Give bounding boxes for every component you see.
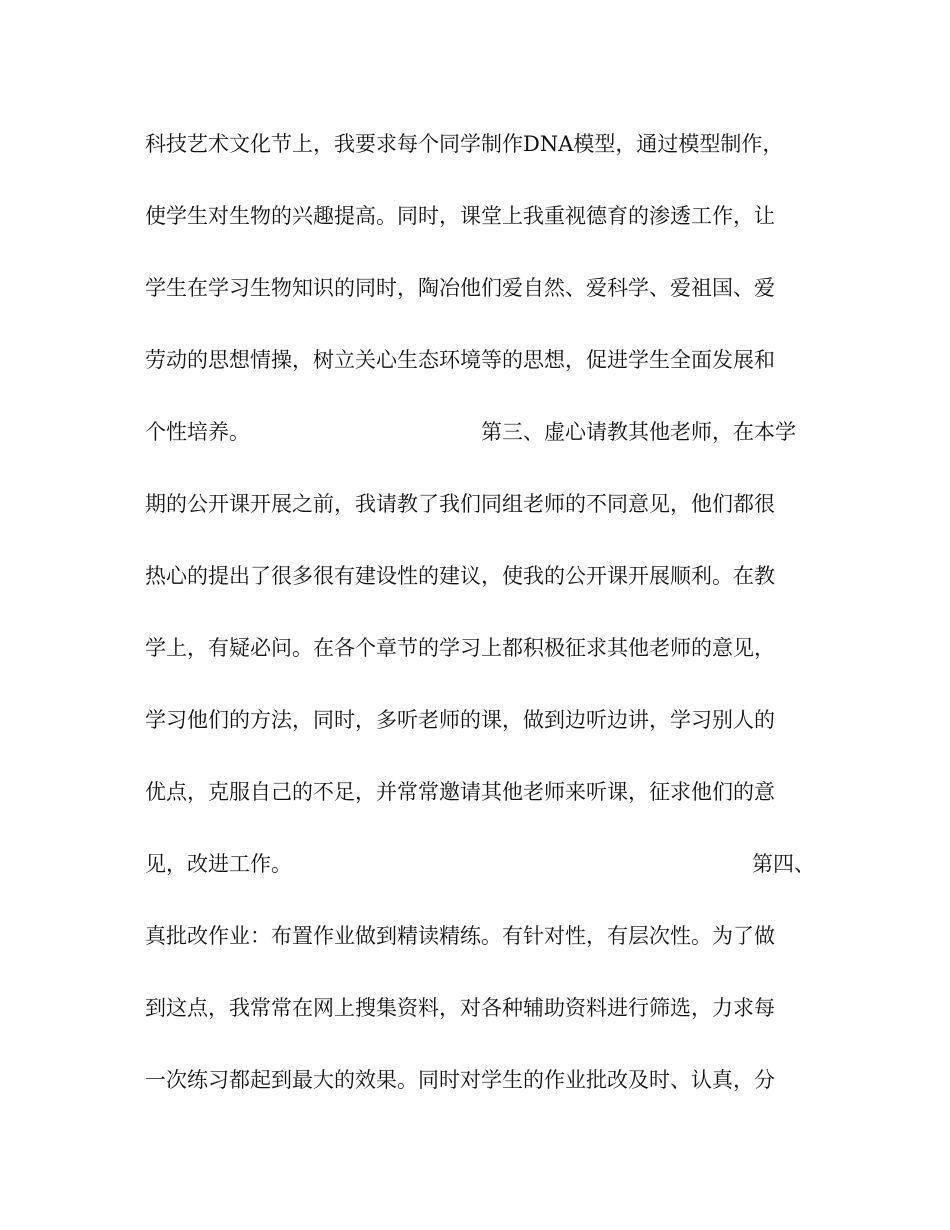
text-line-8-content: 学上，有疑必问。在各个章节的学习上都积极征求其他老师的意见， xyxy=(145,636,775,660)
text-line-9-content: 学习他们的方法，同时，多听老师的课，做到边听边讲，学习别人的 xyxy=(145,708,775,732)
section-three-heading: 第三、虚心请教其他老师，在本学 xyxy=(481,420,796,444)
text-line-2 xyxy=(145,196,810,236)
text-line-3 xyxy=(145,268,810,308)
text-line-12-content: 真批改作业：布置作业做到精读精练。有针对性，有层次性。为了做 xyxy=(145,924,775,948)
text-line-14 xyxy=(145,1060,810,1100)
text-line-2-content: 使学生对生物的兴趣提高。同时，课堂上我重视德育的渗透工作，让 xyxy=(145,204,775,228)
text-line-3-content: 学生在学习生物知识的同时，陶冶他们爱自然、爱科学、爱祖国、爱 xyxy=(145,276,775,300)
text-line-8 xyxy=(145,628,810,668)
text-line-10-content: 优点，克服自己的不足，并常常邀请其他老师来听课，征求他们的意 xyxy=(145,780,775,804)
text-line-5-content: 个性培养。 xyxy=(145,420,250,444)
text-line-13-content: 到这点，我常常在网上搜集资料，对各种辅助资料进行筛选，力求每 xyxy=(145,996,775,1020)
text-line-1 xyxy=(145,124,810,164)
text-line-13 xyxy=(145,988,810,1028)
text-line-12 xyxy=(145,916,810,956)
text-line-14-content: 一次练习都起到最大的效果。同时对学生的作业批改及时、认真，分 xyxy=(145,1068,775,1092)
text-line-11-content: 见，改进工作。 xyxy=(145,852,292,876)
text-line-6 xyxy=(145,484,810,524)
text-line-5 xyxy=(145,412,810,452)
text-line-7 xyxy=(145,556,810,596)
text-line-11 xyxy=(145,844,815,884)
text-line-7-content: 热心的提出了很多很有建设性的建议，使我的公开课开展顺利。在教 xyxy=(145,564,775,588)
text-line-9 xyxy=(145,700,810,740)
text-line-4-content: 劳动的思想情操，树立关心生态环境等的思想，促进学生全面发展和 xyxy=(145,348,775,372)
text-line-10 xyxy=(145,772,810,812)
text-line-4 xyxy=(145,340,810,380)
text-line-1-content: 科技艺术文化节上，我要求每个同学制作DNA模型，通过模型制作， xyxy=(145,132,784,156)
section-four-heading: 第四、 xyxy=(752,852,815,876)
text-line-6-content: 期的公开课开展之前，我请教了我们同组老师的不同意见，他们都很 xyxy=(145,492,775,516)
